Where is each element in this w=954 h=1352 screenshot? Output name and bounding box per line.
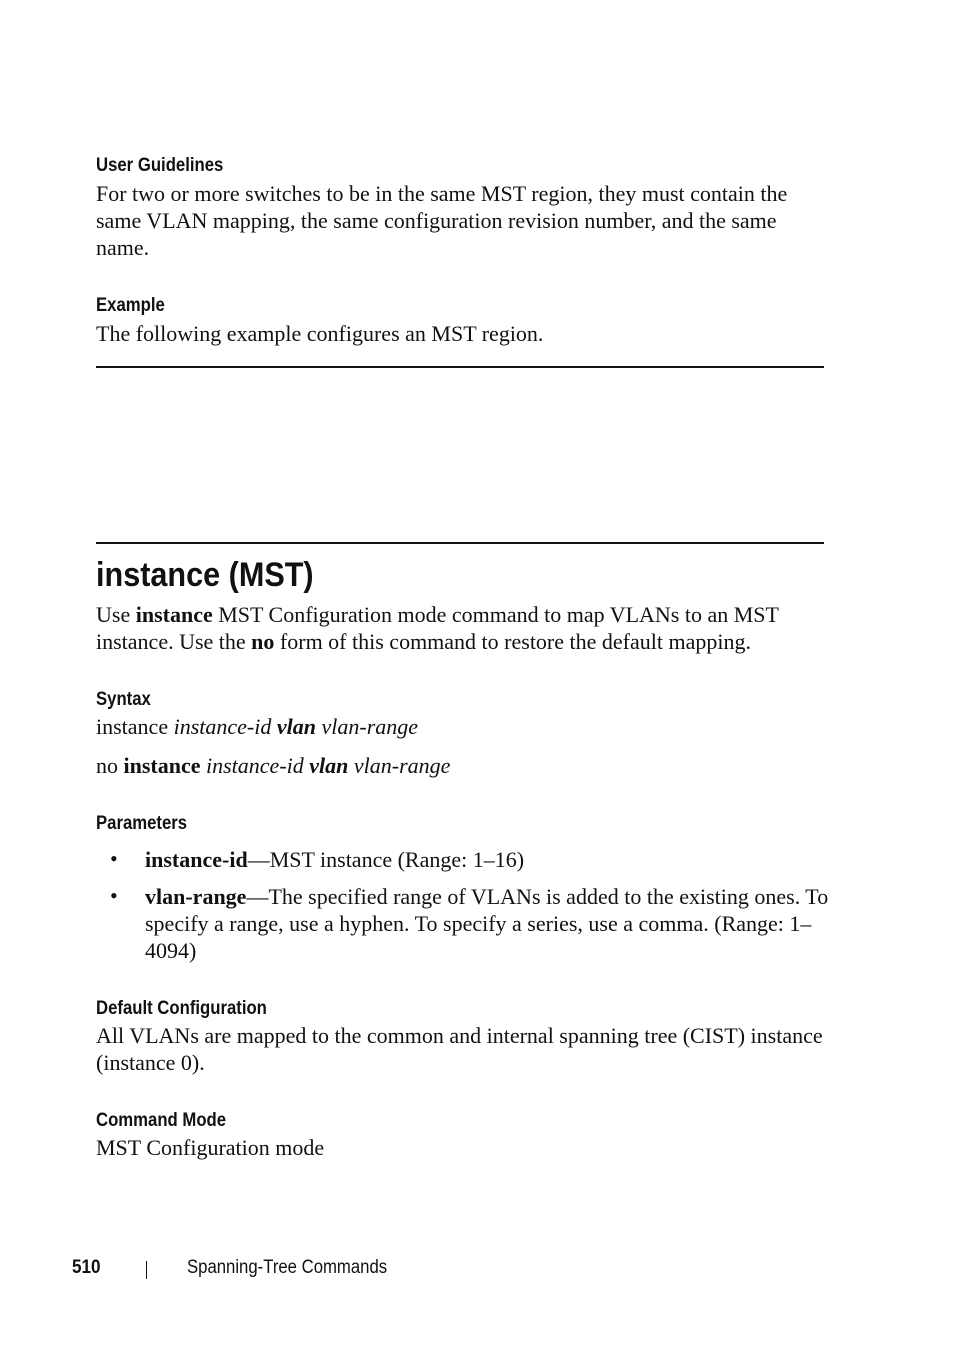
syntax-no: no: [96, 753, 118, 778]
intro-text-2: MST Configuration mode command to map VLANs to an MST instance. Use the: [96, 602, 779, 654]
default-configuration-heading: Default Configuration: [96, 998, 267, 1019]
intro-keyword-no: no: [251, 629, 275, 654]
syntax-keyword: instance: [123, 753, 201, 778]
syntax-keyword: instance: [96, 714, 169, 739]
parameter-item: [145, 846, 830, 873]
footer-divider: [146, 1261, 147, 1279]
example-heading: Example: [96, 295, 165, 316]
section-top-rule: [96, 542, 824, 544]
user-guidelines-text: For two or more switches to be in the same MST region, they must contain the same VLAN mapping, the same configuration revision number, and the same name.: [96, 181, 788, 260]
syntax-keyword-vlan: vlan: [276, 714, 316, 739]
parameter-item: [145, 883, 830, 964]
bullet-icon: •: [110, 846, 118, 871]
command-intro: [96, 601, 826, 655]
parameter-desc: —MST instance (Range: 1–16): [247, 847, 525, 872]
page-number: 510: [72, 1257, 101, 1278]
command-title: instance (MST): [96, 556, 314, 594]
syntax-line-2: [96, 753, 450, 779]
bullet-icon: •: [110, 883, 118, 908]
command-mode-text: MST Configuration mode: [96, 1135, 325, 1160]
footer-section-title: Spanning-Tree Commands: [187, 1257, 388, 1278]
syntax-heading: Syntax: [96, 689, 151, 710]
user-guidelines-heading: User Guidelines: [96, 155, 224, 176]
syntax-line-1: [96, 714, 418, 740]
intro-keyword-instance: instance: [135, 602, 213, 627]
syntax-keyword-vlan: vlan: [309, 753, 349, 778]
example-text: The following example configures an MST region.: [96, 321, 544, 346]
example-code-top-rule: [96, 366, 824, 368]
parameters-heading: Parameters: [96, 813, 188, 834]
parameter-name: instance-id: [145, 847, 248, 872]
intro-text-3: form of this command to restore the default mapping.: [274, 629, 751, 654]
syntax-arg-vlan-range: vlan-range: [321, 714, 419, 739]
syntax-arg-vlan-range: vlan-range: [353, 753, 451, 778]
syntax-arg-instance-id: instance-id: [206, 753, 304, 778]
intro-text-1: Use: [96, 602, 136, 627]
default-configuration-text: All VLANs are mapped to the common and internal spanning tree (CIST) instance (instance 0).: [96, 1023, 823, 1075]
parameter-name: vlan-range: [145, 884, 247, 909]
syntax-arg-instance-id: instance-id: [173, 714, 272, 739]
command-mode-heading: Command Mode: [96, 1110, 227, 1131]
parameter-desc: —The specified range of VLANs is added to the existing ones. To specify a range, use a hyphen. To specify a series, use a comma. (Range: 1–4094): [145, 884, 829, 963]
